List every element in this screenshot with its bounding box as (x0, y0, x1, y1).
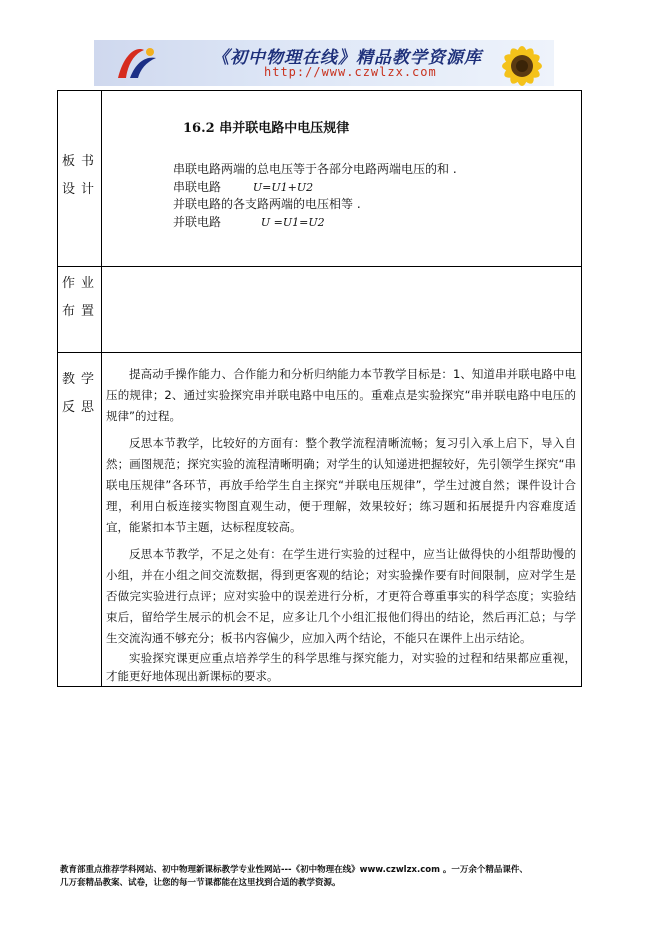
footer-line-1: 教育部重点推荐学科网站、初中物理新课标教学专业性网站---《初中物理在线》www.czwlzx.com 。一万余个精品课件、 (60, 865, 528, 875)
board-line-series-rule: 串联电路两端的总电压等于各部分电路两端电压的和 . (173, 162, 457, 176)
site-logo-icon (114, 44, 160, 82)
reflection-paragraph-3: 反思本节教学，不足之处有：在学生进行实验的过程中，应当让做得快的小组帮助慢的小组，并在小组之间交流数据，得到更客观的结论；对实验操作要有时间限制，应对学生是否做完实验进行点评；应对实验中的误差进行分析，才更符合尊重事实的科学态度；实验结束后，留给学生展示的机会不足，应多让几个小组汇报他们得出的结论，然后再汇总；与学生交流沟通不够充分；板书内容偏少，应加入两个结论，不能只在课件上出示结论。 (106, 547, 576, 645)
board-line-parallel-rule: 并联电路的各支路两端的电压相等 . (173, 197, 361, 211)
site-url[interactable]: http://www.czwlzx.com (264, 65, 437, 79)
header-banner (94, 40, 554, 86)
reflection-paragraph-1: 提高动手操作能力、合作能力和分析归纳能力本节教学目标是：1、知道串并联电路中电压的规律；2、通过实验探究串并联电路中电压的。重难点是实验探究“串并联电路中电压的规律”的过程。 (106, 367, 576, 423)
label-board-design: 板书 设计 (61, 154, 100, 197)
board-line-series-formula: 串联电路 U=U1+U2 (173, 180, 314, 194)
reflection-paragraph-4: 实验探究课更应重点培养学生的科学思维与探究能力，对实验的过程和结果都应重视，才能更好地体现出新课标的要求。 (106, 651, 576, 683)
board-line-parallel-formula: 并联电路 U =U1=U2 (173, 215, 325, 229)
reflection-body (106, 364, 576, 685)
footer-line-2: 几万套精品教案、试卷，让您的每一节课都能在这里找到合适的教学资源。 (60, 878, 341, 888)
label-homework: 作业 布置 (61, 276, 100, 319)
board-title: 16.2 串并联电路中电压规律 (183, 121, 350, 136)
sunflower-icon (482, 40, 554, 86)
label-reflection: 教学 反思 (61, 372, 100, 415)
site-title: 《初中物理在线》精品教学资源库 (212, 48, 482, 68)
page-footer (60, 864, 620, 890)
reflection-paragraph-2: 反思本节教学，比较好的方面有：整个教学流程清晰流畅；复习引入承上启下，导入自然；画图规范；探究实验的流程清晰明确；对学生的认知递进把握较好，先引领学生探究“串联电压规律”各环节，再放手给学生自主探究“并联电压规律”，学生过渡自然；课件设计合理，利用白板连接实物图直观生动，便于理解，效果较好；练习题和拓展提升内容难度适宜，能紧扣本节主题，达标程度较高。 (106, 436, 576, 534)
